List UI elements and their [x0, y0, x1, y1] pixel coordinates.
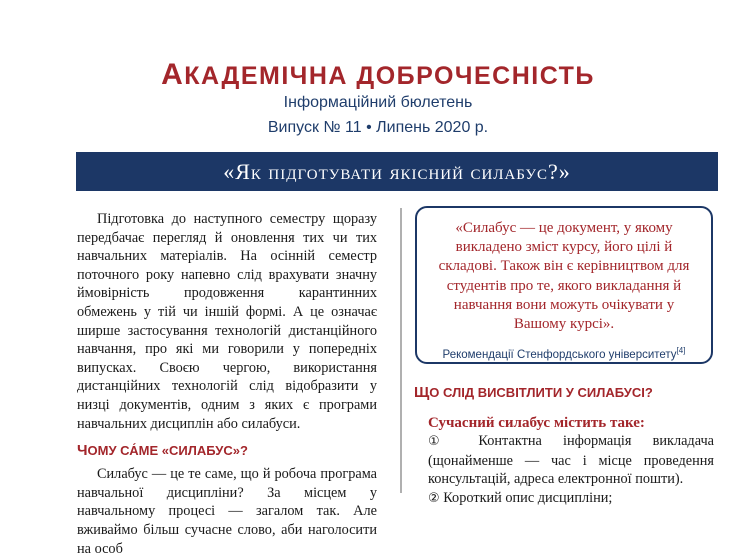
list-item	[428, 489, 714, 509]
quote-source-text: Рекомендації Стенфордського університету	[442, 349, 677, 362]
issue-info: Випуск № 11 • Липень 2020 р.	[267, 119, 489, 136]
article-title-banner	[76, 152, 718, 191]
syllabus-definition-paragraph: Силабус — це те саме, що й робоча програма навчальної дисципліни? За місцем у навчальному процесі — загалом так. Але вживаймо більш сучасне слово, аби наголосити на особ	[77, 466, 377, 557]
bulletin-subtitle: Інформаційний бюлетень	[283, 94, 473, 111]
what-to-cover-heading-initial: Щ	[414, 384, 430, 401]
reference-link[interactable]: [4]	[676, 346, 686, 356]
what-to-cover-heading-rest: О СЛІД ВИСВІТЛИТИ У СИЛАБУСІ?	[429, 385, 653, 400]
why-syllabus-heading-rest: ОМУ СА́МЕ «СИЛАБУС»?	[87, 443, 248, 459]
list-item	[428, 432, 714, 489]
why-syllabus-heading	[77, 442, 377, 459]
syllabus-items-list	[428, 432, 714, 508]
column-divider	[400, 208, 402, 493]
modern-syllabus-subheading: Сучасний силабус містить таке:	[428, 415, 645, 431]
why-syllabus-heading-initial: Ч	[77, 442, 88, 460]
bulletin-title	[0, 58, 756, 92]
right-column	[414, 384, 714, 508]
item-text: Короткий опис дисципліни;	[443, 489, 613, 506]
what-to-cover-heading	[414, 384, 714, 401]
item-text: Контактна інформація викладача (щонайменше — час і місце проведення консультацій, адреса електронної пошти).	[428, 433, 715, 488]
quote-source	[427, 346, 701, 361]
quote-box	[415, 206, 713, 364]
bulletin-title-initial: А	[161, 58, 185, 91]
bulletin-title-rest: КАДЕМІЧНА ДОБРОЧЕСНІСТЬ	[184, 62, 595, 90]
item-number: ①	[428, 434, 458, 449]
item-number: ②	[428, 490, 440, 506]
intro-paragraph: Підготовка до наступного семестру щоразу передбачає перегляд й оновлення тих чи тих навчальних матеріалів. На осінній семестр поточного року напевно слід врахувати значну ймовірність продовження карантинних обмежень у тій чи іншій формі. А це означає ширше застосування технологій дистанційного навчання, про які ми говорили у попередніх випусках. Своєю чергою, використання дистанційних технологій слід відобразити у низці документів, одним з яких є програми навчальних дисциплін або силабуси.	[77, 211, 377, 432]
article-title: «Як підготувати якісний силабус?»	[223, 159, 571, 184]
stanford-quote: «Силабус — це документ, у якому викладено зміст курсу, його цілі й складові. Також він є керівництвом для студентів про те, якого викладання й навчання вони можуть очікувати у Вашому курсі».	[438, 220, 690, 333]
left-column	[77, 210, 377, 558]
